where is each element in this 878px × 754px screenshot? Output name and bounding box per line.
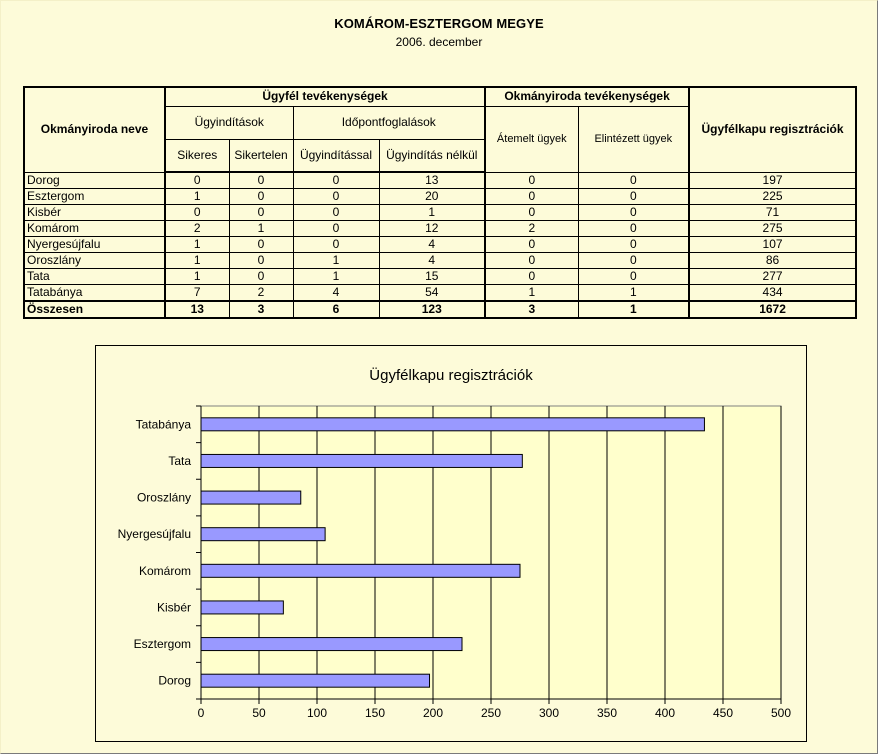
value-cell: 277: [689, 269, 856, 285]
office-name-cell: Nyergesújfalu: [24, 237, 165, 253]
office-name-cell: Tata: [24, 269, 165, 285]
table-row: [24, 172, 856, 189]
bar-esztergom: [201, 638, 462, 651]
group-header-client: Ügyfél tevékenységek: [165, 87, 485, 106]
value-cell: 0: [165, 205, 229, 221]
col-header-office: Okmányiroda neve: [24, 87, 165, 172]
value-cell: 0: [578, 221, 689, 237]
y-category-label: Kisbér: [156, 600, 191, 615]
bar-tata: [201, 454, 522, 467]
y-category-label: Tata: [168, 453, 191, 468]
value-cell: 0: [578, 253, 689, 269]
col-header-without-init: Ügyindítás nélkül: [379, 139, 485, 172]
value-cell: 1: [165, 189, 229, 205]
bar-chart: [96, 346, 806, 741]
value-cell: 0: [229, 205, 293, 221]
x-tick-label: 500: [770, 706, 792, 720]
value-cell: 7: [165, 285, 229, 302]
x-tick-label: 300: [538, 706, 560, 720]
sub-header-initiations: Ügyindítások: [165, 106, 293, 139]
value-cell: 3: [485, 301, 578, 318]
value-cell: 20: [379, 189, 485, 205]
y-category-label: Komárom: [138, 563, 191, 578]
office-name-cell: Tatabánya: [24, 285, 165, 302]
col-header-completed: Elintézett ügyek: [578, 106, 689, 172]
y-category-label: Tatabánya: [135, 417, 191, 432]
value-cell: 1: [293, 269, 379, 285]
value-cell: 1: [165, 253, 229, 269]
value-cell: 0: [229, 237, 293, 253]
value-cell: 2: [485, 221, 578, 237]
value-cell: 0: [485, 237, 578, 253]
value-cell: 1: [485, 285, 578, 302]
value-cell: 0: [485, 205, 578, 221]
x-tick-label: 400: [654, 706, 676, 720]
value-cell: 434: [689, 285, 856, 302]
x-tick-label: 250: [480, 706, 502, 720]
value-cell: 0: [485, 172, 578, 189]
table-row: [24, 269, 856, 285]
bar-komárom: [201, 564, 520, 577]
value-cell: 0: [485, 269, 578, 285]
value-cell: 6: [293, 301, 379, 318]
sub-header-appointments: Időpontfoglalások: [293, 106, 485, 139]
value-cell: 54: [379, 285, 485, 302]
office-name-cell: Esztergom: [24, 189, 165, 205]
value-cell: 0: [293, 189, 379, 205]
value-cell: 197: [689, 172, 856, 189]
value-cell: 0: [293, 237, 379, 253]
value-cell: 12: [379, 221, 485, 237]
value-cell: 0: [485, 253, 578, 269]
bar-tatabánya: [201, 418, 704, 431]
total-label: Összesen: [24, 301, 165, 318]
x-tick-label: 350: [596, 706, 618, 720]
value-cell: 86: [689, 253, 856, 269]
bar-kisbér: [201, 601, 283, 614]
page-title: KOMÁROM-ESZTERGOM MEGYE: [334, 16, 544, 31]
value-cell: 3: [229, 301, 293, 318]
value-cell: 0: [293, 221, 379, 237]
value-cell: 225: [689, 189, 856, 205]
table-row: [24, 237, 856, 253]
chart-title: Ügyfélkapu regisztrációk: [369, 367, 533, 384]
value-cell: 1: [578, 301, 689, 318]
value-cell: 1: [293, 253, 379, 269]
table-row: [24, 205, 856, 221]
value-cell: 1: [165, 237, 229, 253]
bar-nyergesújfalu: [201, 528, 325, 541]
x-tick-label: 0: [197, 706, 205, 720]
value-cell: 0: [485, 189, 578, 205]
page-subtitle: 2006. december: [395, 35, 483, 49]
statistics-table: [23, 86, 857, 319]
value-cell: 123: [379, 301, 485, 318]
value-cell: 275: [689, 221, 856, 237]
x-tick-label: 150: [364, 706, 386, 720]
col-header-with-init: Ügyindítással: [293, 139, 379, 172]
col-header-portal: Ügyfélkapu regisztrációk: [689, 87, 856, 172]
table-row: [24, 221, 856, 237]
value-cell: 107: [689, 237, 856, 253]
group-header-office: Okmányiroda tevékenységek: [485, 87, 689, 106]
office-name-cell: Komárom: [24, 221, 165, 237]
y-category-label: Nyergesújfalu: [117, 527, 191, 542]
value-cell: 13: [165, 301, 229, 318]
table-row: [24, 253, 856, 269]
value-cell: 4: [379, 237, 485, 253]
value-cell: 0: [229, 172, 293, 189]
x-tick-label: 50: [252, 706, 266, 720]
value-cell: 2: [165, 221, 229, 237]
y-category-label: Esztergom: [133, 637, 191, 652]
office-name-cell: Dorog: [24, 172, 165, 189]
office-name-cell: Kisbér: [24, 205, 165, 221]
value-cell: 13: [379, 172, 485, 189]
table-row: [24, 285, 856, 302]
value-cell: 0: [578, 205, 689, 221]
value-cell: 4: [379, 253, 485, 269]
office-name-cell: Oroszlány: [24, 253, 165, 269]
value-cell: 2: [229, 285, 293, 302]
col-header-fail: Sikertelen: [229, 139, 293, 172]
value-cell: 0: [578, 189, 689, 205]
value-cell: 0: [165, 172, 229, 189]
value-cell: 71: [689, 205, 856, 221]
chart-container: [95, 345, 807, 742]
value-cell: 0: [293, 172, 379, 189]
value-cell: 0: [578, 237, 689, 253]
value-cell: 0: [578, 269, 689, 285]
value-cell: 1: [578, 285, 689, 302]
bar-oroszlány: [201, 491, 301, 504]
value-cell: 1: [165, 269, 229, 285]
y-category-label: Oroszlány: [136, 490, 191, 505]
x-tick-label: 450: [712, 706, 734, 720]
col-header-forwarded: Átemelt ügyek: [485, 106, 578, 172]
value-cell: 1672: [689, 301, 856, 318]
bar-dorog: [201, 674, 430, 687]
value-cell: 0: [229, 269, 293, 285]
value-cell: 1: [229, 221, 293, 237]
x-tick-label: 100: [306, 706, 328, 720]
value-cell: 0: [229, 189, 293, 205]
value-cell: 4: [293, 285, 379, 302]
table-row: [24, 189, 856, 205]
value-cell: 0: [229, 253, 293, 269]
value-cell: 1: [379, 205, 485, 221]
value-cell: 0: [578, 172, 689, 189]
x-tick-label: 200: [422, 706, 444, 720]
y-category-label: Dorog: [158, 673, 191, 688]
col-header-success: Sikeres: [165, 139, 229, 172]
value-cell: 15: [379, 269, 485, 285]
table-total-row: [24, 301, 856, 318]
value-cell: 0: [293, 205, 379, 221]
